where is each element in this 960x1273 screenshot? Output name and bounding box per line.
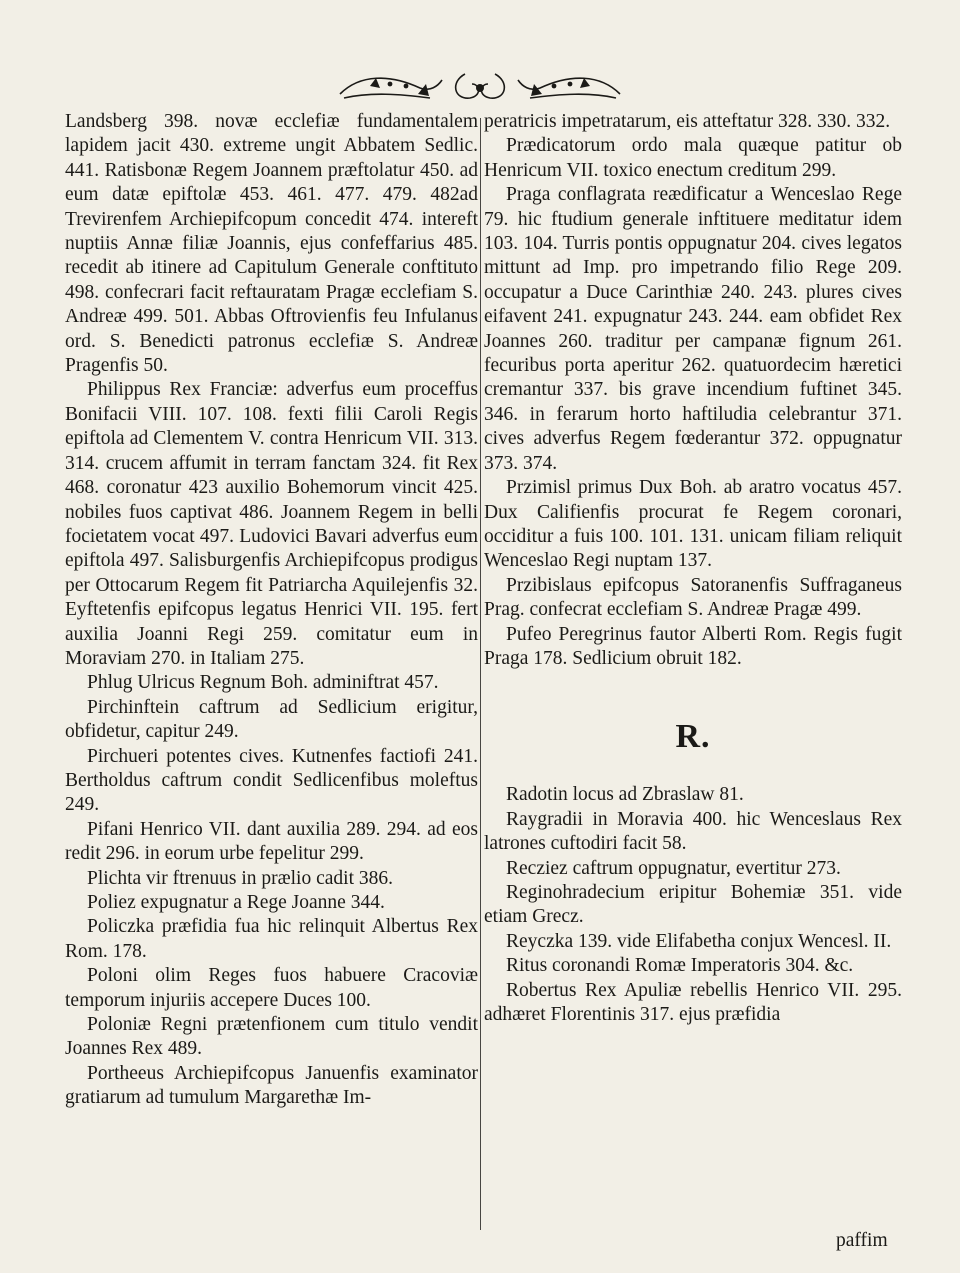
- index-entry-przimisl: Przimisl primus Dux Boh. ab aratro vocatus 457. Dux Califienfis procurat fe Regem coronari, occiditur a fuis 100. 101. 131. unicam filiam reliquit Wenceslao Regi nuptam 137.: [484, 477, 902, 572]
- index-entry-phlug: Phlug Ulricus Regnum Boh. adminiftrat 457.: [87, 672, 439, 694]
- index-entry-landsberg: Landsberg 398. novæ ecclefiæ fundamentalem lapidem jacit 430. extreme ungit Abbatem Sedlic. 441. Ratisbonæ Regem Joannem præftolatur 450. ad eum datæ epiftolæ 453. 461. 477. 479. 482ad Trevirenfem Archiepifcopum concedit 474. intereft nuptiis Annæ filiæ Joannis, ejus confeffarius 485. recedit ab itinere ad Capitulum Generale conftituto 498. confecrari facit reftauratam Pragæ ecclefiam S. Andreæ 499. 501. Abbas Oftrovienfis feu Infulanus ord. S. Benedicti patronus ecclefiæ S. Andreæ Pragenfis 50.: [65, 111, 478, 377]
- index-entry-reginohradecium: Reginohradecium eripitur Bohemiæ 351. vide etiam Grecz.: [484, 881, 902, 928]
- index-entry-pisani: Pifani Henrico VII. dant auxilia 289. 294. ad eos redit 296. in eorum urbe fepelitur 299.: [65, 818, 478, 865]
- index-entry-policzka: Policzka præfidia fua hic relinquit Albertus Rex Rom. 178.: [65, 916, 478, 962]
- index-entry-pirchueri: Pirchueri potentes cives. Kutnenfes factiofi 241. Bertholdus caftrum condit Sedlicenfibus moleftus 249.: [65, 745, 478, 816]
- index-entry-plichta: Plichta vir ftrenuus in prælio cadit 386.: [87, 867, 393, 889]
- section-letter-heading: R.: [675, 718, 711, 756]
- index-entry-praedicatorum: Prædicatorum ordo mala quæque patitur ob Henricum VII. toxico enectum creditum 299.: [484, 135, 902, 181]
- index-entry-portheeus: Portheeus Archiepifcopus Januenfis examinator gratiarum ad tumulum Margarethæ Im-: [65, 1062, 478, 1109]
- index-entry-praga: Praga conflagrata reædificatur a Wenceslao Rege 79. hic ftudium generale inftituere meditatur idem 103. 104. Turris pontis oppugnatur 204. cives legatos mittunt ad Imp. pro impetrando filio Rege 209. occupatur a Duce Carinthiæ 240. 243. plures cives eifavent 241. expugnatur 243. 244. eam obfidet Rex Joannes 260. traditur per campanæ fignum 261. fecuribus porta aperitur 262. quatuordecim hæretici cremantur 337. bis grave incendium fuftinet 345. 346. in ferarum horto haftiludia celebrantur 371. cives adverfus Regem fœderantur 372. oppugnatur 373. 374.: [484, 184, 902, 474]
- catchword: paffim: [836, 1230, 888, 1251]
- index-entry-poliez: Poliez expugnatur a Rege Joanne 344.: [87, 892, 385, 913]
- index-entry-philippus: Philippus Rex Franciæ: adverfus eum proceffus Bonifacii VIII. 107. 108. fexti filii Caroli Regis epiftola ad Clementem V. contra Henricum VII. 313. 314. crucem affumit in terram fanctam 324. fit Rex 468. coronatur 423 auxilio Bohemorum vincit 425. nobiles fuos captivat 486. Joannem Regem in belli focietatem vocat 497. Ludovici Bavari adverfus eum epiftola 497. Salisburgenfis Archiepifcopus prodigus per Ottocarum Regem fit Patriarcha Aquilejenfis 32. Eyftetenfis epifcopus legatus Henrici VII. 195. fert auxilia Joanni Regi 259. comitatur eum in Moraviam 270. in Italiam 275.: [65, 379, 478, 669]
- index-entry-poloniae: Poloniæ Regni prætenfionem cum titulo vendit Joannes Rex 489.: [65, 1014, 478, 1060]
- index-entry-ritus: Ritus coronandi Romæ Imperatoris 304. &c.: [506, 955, 854, 977]
- index-entry-reyczka: Reyczka 139. vide Elifabetha conjux Wencesl. II.: [506, 930, 892, 952]
- index-entry-poloni: Poloni olim Reges fuos habuere Cracoviæ temporum injuriis accepere Duces 100.: [65, 965, 478, 1011]
- index-entry-robertus: Robertus Rex Apuliæ rebellis Henrico VII. 295. adhæret Florentinis 317. ejus præfidia: [484, 979, 902, 1025]
- index-entry-continuation: peratricis impetratarum, eis atteftatur 328. 330. 332.: [484, 111, 891, 132]
- index-entry-raygradii: Raygradii in Moravia 400. hic Wenceslaus Rex latrones cuftodiri facit 58.: [484, 808, 902, 855]
- index-entry-pirchinstein: Pirchinftein caftrum ad Sedlicium erigitur, obfidetur, capitur 249.: [65, 696, 478, 743]
- floral-headpiece-icon: [330, 64, 630, 110]
- column-divider: [480, 118, 481, 1230]
- index-entry-recziez: Recziez caftrum oppugnatur, evertitur 273.: [506, 857, 841, 879]
- index-entry-puseo: Pufeo Peregrinus fautor Alberti Rom. Regis fugit Praga 178. Sedlicium obruit 182.: [484, 623, 902, 669]
- index-entry-przibislaus: Przibislaus epifcopus Satoranenfis Suffraganeus Prag. confecrat ecclefiam S. Andreæ Pragæ 499.: [484, 574, 902, 621]
- index-entry-radotin: Radotin locus ad Zbraslaw 81.: [506, 784, 744, 806]
- left-column: [65, 110, 478, 1111]
- right-column: [484, 110, 902, 1027]
